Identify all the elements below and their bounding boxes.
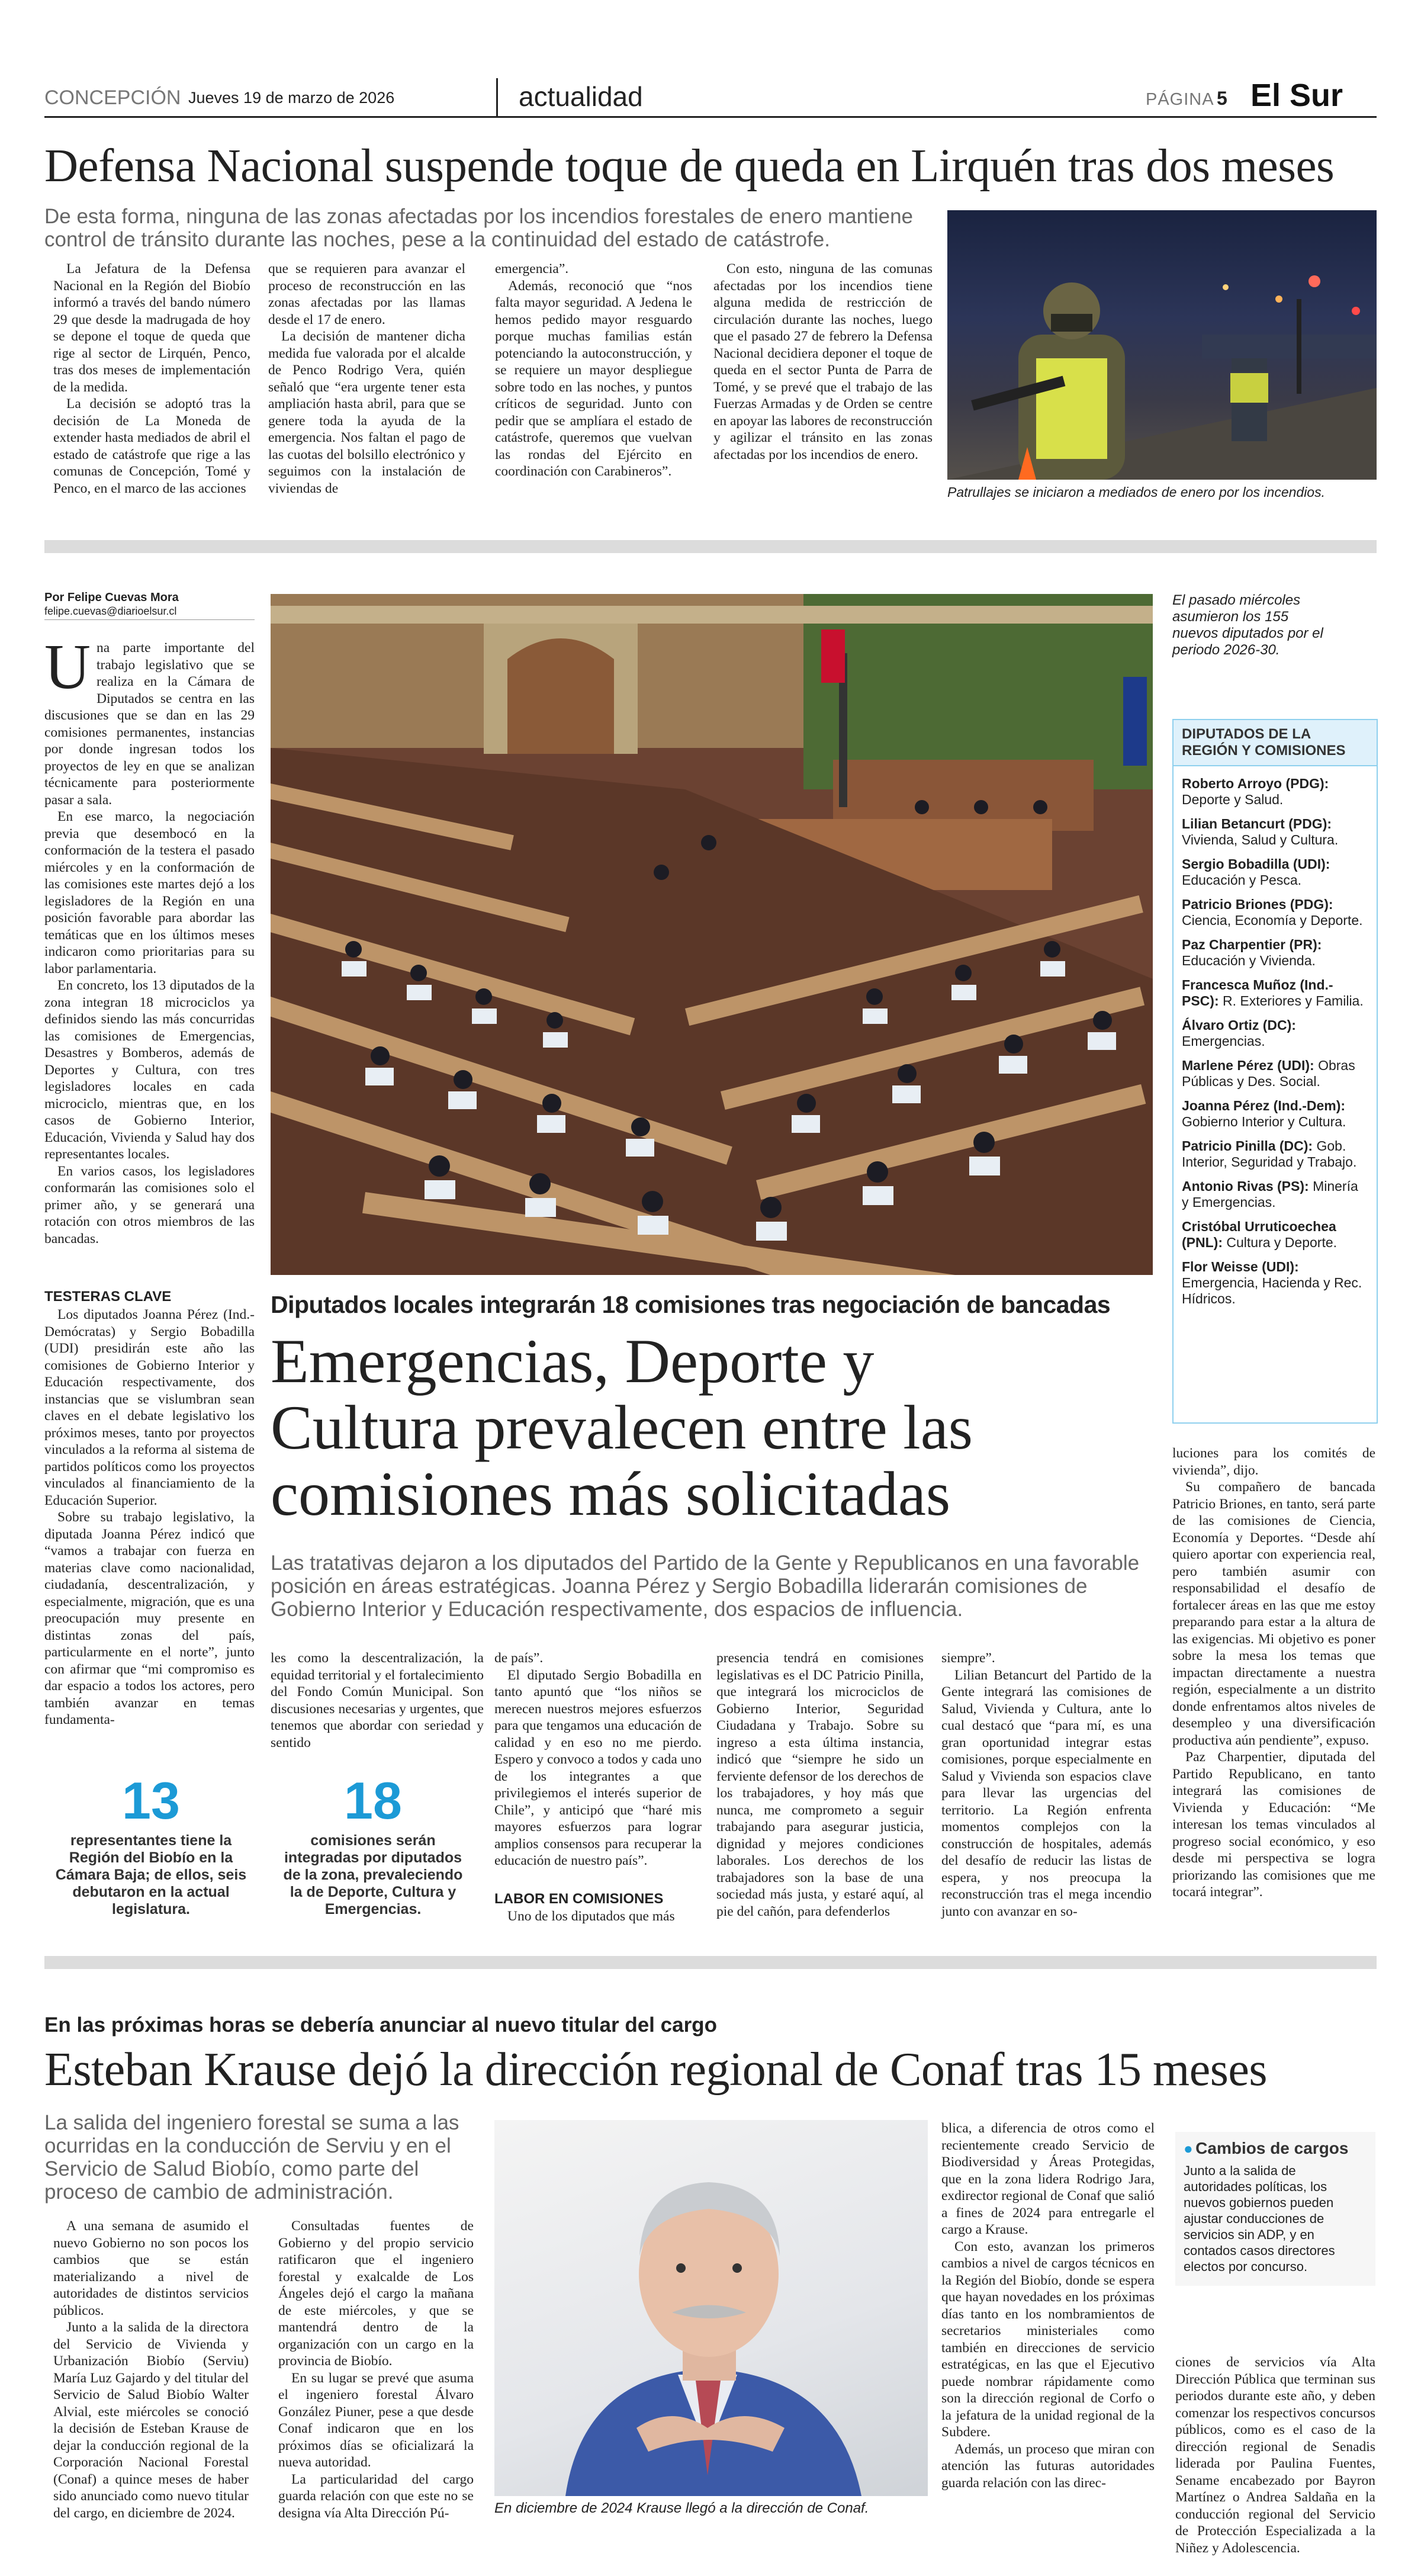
paragraph: Junto a la salida de la directora del Servicio de Vivienda y Urbanización Biobío (Serviu) María Luz Gajardo y del titular del Servicio de Salud Biobío Walter Alvial, este miércoles se conoció la decisión de Esteban Krause de dejar la conducción regional de la Corporación Nacional Forestal (Conaf) a quince meses de haber sido anunciado como nuevo titular del cargo, en diciembre de 2024. [53, 2320, 249, 2521]
paragraph: siempre”. [941, 1650, 995, 1666]
sidebar-entry-name: Marlene Pérez (UDI): [1182, 1058, 1314, 1073]
sidebar-header [1174, 720, 1377, 766]
paragraph: Su compañero de bancada Patricio Briones, en tanto, será parte de las comisiones de Ciencia, Economía y Deportes. “Desde ahí quiero aportar con experiencia real, pero también asumir con responsabilidad el desafío de fortalecer áreas en las que me estoy preparando para estar a la altura de las exigencias. Mi objetivo es poner sobre la mesa los temas que impactan directamente a nuestra región, especialmente a un distrito donde enfrentamos altos niveles de desempleo y una diversificación productiva aún pendiente”, expuso. [1172, 1479, 1375, 1748]
article3-col4 [1175, 2354, 1375, 2556]
paragraph: En concreto, los 13 diputados de la zona integran 18 microciclos ya definidos siendo las más concurridas las comisiones de Emergencias, Desastres y Bomberos, además de Deportes y Cultura, con tres legisladores locales en cada microciclo, mientras que, en los casos de Gobierno Interior, Educación, Vivienda y Salud hay dos representantes locales. [44, 978, 255, 1162]
paragraph: les como la descentralización, la equidad territorial y el fortalecimiento del Fondo Común Municipal. Son discusiones necesarias y urgentes, que tenemos que abordar con seriedad y sentido [271, 1650, 484, 1750]
sidebar-list [1174, 766, 1377, 1307]
sidebar-entry-desc: Emergencia, Hacienda y Rec. Hídricos. [1182, 1275, 1362, 1306]
sidebar-entry-name: Cristóbal Urruticoechea (PNL): [1182, 1219, 1336, 1250]
article3-headline: Esteban Krause dejó la dirección regional de Conaf tras 15 meses [44, 2044, 1268, 2096]
sidebar-entry [1182, 897, 1368, 929]
paragraph: Paz Charpentier, diputada del Partido Republicano, en tanto integrará las comisiones de Vivienda y Educación: “Me interesan los temas vinculados al progreso social económico, y eso desde mi perspectiva se logra priorizando las comisiones que me tocará integrar”. [1172, 1749, 1375, 1900]
article2-deck: Las tratativas dejaron a los diputados del Partido de la Gente y Republicanos en una favorable posición en áreas estratégicas. Joanna Pérez y Sergio Bobadilla liderarán comisiones de Gobierno Interior y Educación respectivamente, dos espacios de influencia. [271, 1552, 1140, 1621]
sidebar-entry-desc: Emergencias. [1182, 1033, 1265, 1049]
section-divider-band-2 [44, 1956, 1377, 1969]
sidebar-entry-desc: Obras Públicas y Des. Social. [1182, 1058, 1355, 1089]
stat-18 [275, 1771, 471, 1918]
stat-13 [53, 1771, 249, 1918]
stat-13-text: representantes tiene la Región del Biobío en la Cámara Baja; de ellos, seis debutaron en la actual legislatura. [55, 1832, 247, 1917]
chamber-photo [271, 594, 1153, 1275]
sidebar-entry-name: Álvaro Ortiz (DC): [1182, 1017, 1296, 1033]
sidebar-entry [1182, 937, 1368, 969]
article2-kicker: Diputados locales integrarán 18 comisiones tras negociación de bancadas [271, 1291, 1111, 1318]
sidebar-entry [1182, 1017, 1368, 1049]
sidebar-entry [1182, 1138, 1368, 1170]
sidebar-entry-desc: Educación y Pesca. [1182, 872, 1302, 888]
article2-col2 [271, 1650, 484, 1751]
sidebar-entry [1182, 1098, 1368, 1130]
paper-name: El Sur [1250, 78, 1343, 113]
article2-col4 [716, 1650, 924, 1920]
article3-photo-caption: En diciembre de 2024 Krause llegó a la dirección de Conaf. [494, 2500, 869, 2516]
stat-13-value: 13 [122, 1771, 180, 1830]
paragraph: El diputado Sergio Bobadilla en tanto apuntó que “los niños se merecen nuestros mejores esfuerzos para que tengamos una educación de calidad y en eso no me pierdo. Espero y convoco a todos y cada uno de los integrantes a que privilegiemos el interés superior de Chile”, y anticipó que “haré mis mayores esfuerzos para lograr amplios consensos para recuperar la educación de nuestro país”. [494, 1667, 702, 1868]
soldier-illustration [947, 210, 1377, 480]
paragraph: na parte importante del trabajo legislativo que se realiza en la Cámara de Diputados se centra en las discusiones que se dan en las 29 comisiones permanentes, instancias por donde ingresan todos los proyectos de ley en que se analizan técnicamente para posteriormente pasar a sala. [44, 640, 255, 808]
byline: Por Felipe Cuevas Mora [44, 591, 179, 604]
article2-col3b [494, 1908, 702, 1925]
paragraph: Con esto, ninguna de las comunas afectadas por los incendios tiene alguna medida de restricción de circulación durante las noches, luego que el pasado 27 de febrero la Defensa Nacional decidiera deponer el toque de queda en el sector Punta de Parra de Tomé, y se prevé que el trabajo de las Fuerzas Armadas y de Orden se centre en apoyar las labores de reconstrucción y agilizar el tránsito en las zonas afectadas por los incendios de enero. [713, 261, 933, 462]
paragraph: ciones de servicios vía Alta Dirección Pública que terminan sus periodos durante este año, y deben comenzar los respectivos concursos públicos, como es el caso de la dirección regional de Senadis liderada por Paulina Fuentes, Sename encabezado por Bayron Martínez o Andrea Saldaña en la conducción regional del Servicio de Protección Especializada a la Niñez y Adolescencia. [1175, 2355, 1375, 2556]
section-label: actualidad [519, 81, 643, 112]
page-label: PÁGINA [1146, 90, 1214, 109]
drop-cap: U [44, 632, 91, 702]
paragraph: En su lugar se prevé que asuma el ingeniero forestal Álvaro González Piuner, pese a que desde Conaf indicaron que en los próximos días se oficializará la nueva autoridad. [278, 2370, 474, 2470]
section-divider-band-1 [44, 540, 1377, 553]
paragraph: A una semana de asumido el nuevo Gobierno no son pocos los cambios que se están materializando a nivel de autoridades de distintos servicios públicos. [53, 2218, 249, 2318]
article3-col3 [941, 2120, 1155, 2491]
article1-col1 [53, 261, 250, 497]
paragraph: La decisión se adoptó tras la decisión de La Moneda de extender hasta mediados de abril el estado de catástrofe que rige a las comunas de Concepción, Tomé y Penco, en el marco de las acciones [53, 396, 250, 496]
sidebar-entry-name: Antonio Rivas (PS): [1182, 1178, 1309, 1194]
paragraph: La Jefatura de la Defensa Nacional en la Región del Biobío informó a través del bando número 29 que desde la madrugada de hoy se depone el toque de queda que rige al sector de Lirquén, Penco, tras dos meses de implementación de la medida. [53, 261, 250, 395]
sidebar-entry-desc: Gobierno Interior y Cultura. [1182, 1114, 1346, 1129]
byline-rule [44, 619, 255, 620]
sidebar-entry-name: Paz Charpentier (PR): [1182, 937, 1322, 952]
paragraph: La particularidad del cargo guarda relación con que este no se designa vía Alta Dirección Pú- [278, 2471, 474, 2521]
krause-photo [494, 2120, 928, 2496]
masthead-date: Jueves 19 de marzo de 2026 [188, 89, 395, 107]
paragraph: Lilian Betancurt del Partido de la Gente integrará las comisiones de Salud, Vivienda y Cultura, ante lo cual destacó que “para mí, es una gran oportunidad integrar estas comisiones, porque especialmente en Salud y Vivienda son espacios clave para llevar las urgencias del territorio. La Región enfrenta momentos complejos con la construcción de hospitales, además del desafío de reducir las listas de espera, y nos preocupa la reconstrucción tras el mega incendio junto con avanzar en so- [941, 1667, 1152, 1919]
sidebar-entry-name: Sergio Bobadilla (UDI): [1182, 856, 1330, 872]
sidebar-entry-desc: Minería y Emergencias. [1182, 1178, 1358, 1210]
paragraph: En ese marco, la negociación previa que desembocó en la conformación de la testera el pasado miércoles y en la conformación de las comisiones este martes dejó a los legisladores de la Región en una posición favorable para abordar las temáticas que en los últimos meses indicaron como prioritarias para su labor parlamentaria. [44, 809, 255, 977]
cambios-box [1175, 2132, 1375, 2286]
sidebar-entry-name: Roberto Arroyo (PDG): [1182, 776, 1329, 791]
chamber-illustration [271, 594, 1153, 1275]
article1-deck: De esta forma, ninguna de las zonas afectadas por los incendios forestales de enero mantiene control de tránsito durante las noches, pese a la continuidad del estado de catástrofe. [44, 205, 914, 251]
stat-18-value: 18 [344, 1771, 402, 1830]
article3-kicker: En las próximas horas se debería anunciar al nuevo titular del cargo [44, 2013, 717, 2037]
article2-headline-line1: Emergencias, Deporte y [271, 1326, 875, 1396]
article2-headline-line3: comisiones más solicitadas [271, 1459, 951, 1528]
sidebar-entry-name: Flor Weisse (UDI): [1182, 1259, 1299, 1274]
sidebar-entry-desc: Cultura y Deporte. [1226, 1235, 1338, 1250]
sidebar-entry-name: Joanna Pérez (Ind.-Dem): [1182, 1098, 1346, 1113]
sidebar-entry-desc: Vivienda, Salud y Cultura. [1182, 832, 1339, 847]
sidebar-entry [1182, 776, 1368, 808]
bullet-icon: ● [1184, 2140, 1193, 2157]
paragraph: Con esto, avanzan los primeros cambios a nivel de cargos técnicos en la Región del Biobío, donde se espera que hayan novedades en los próximas días tanto en los nombramientos de secretarios ministeriales como también en direcciones de servicio estratégicas, en las que el Ejecutivo puede nombrar rápidamente como son la dirección regional de Corfo o la jefatura de la unidad regional de la Subdere. [941, 2238, 1155, 2440]
sidebar-entry-name: Patricio Pinilla (DC): [1182, 1138, 1313, 1154]
paragraph: Uno de los diputados que más [507, 1909, 675, 1924]
paragraph: Además, reconoció que “nos falta mayor seguridad. A Jedena le hemos pedido mayor resguardo porque muchas familias están potenciando la autoconstrucción, y se requiere un mayor despliegue sobre todo en las noches, y puntos críticos de seguridad. Junto con pedir que se amplíara el estado de catástrofe, queremos que vuelvan las rondas del Ejército en coordinación con Carabineros”. [495, 278, 692, 479]
sidebar-entry-desc: Educación y Vivienda. [1182, 953, 1316, 968]
article2-col6 [1172, 1445, 1375, 1901]
cambios-title: Cambios de cargos [1195, 2139, 1349, 2157]
sidebar-entry-name: Francesca Muñoz (Ind.-PSC): [1182, 977, 1333, 1008]
article2-col5 [941, 1650, 1152, 1920]
sidebar-entry-desc: Deporte y Salud. [1182, 792, 1284, 807]
sidebar-entry [1182, 856, 1368, 888]
paragraph: Además, un proceso que miran con atención las futuras autoridades guarda relación con las direc- [941, 2441, 1155, 2491]
article1-col2 [268, 261, 465, 497]
sidebar-entry-desc: R. Exteriores y Familia. [1223, 993, 1364, 1008]
soldier-photo [947, 210, 1377, 480]
paragraph: de país”. [494, 1650, 544, 1666]
sidebar-entry [1182, 1178, 1368, 1210]
paragraph: luciones para los comités de vivienda”, dijo. [1172, 1446, 1375, 1478]
masthead-city: CONCEPCIÓN [44, 86, 181, 109]
sidebar-entry [1182, 816, 1368, 848]
paragraph: presencia tendrá en comisiones legislativas es el DC Patricio Pinilla, que integrará los microciclos de Gobierno Interior, Seguridad Ciudadana y Trabajo. Sobre su ingreso a esta última instancia, indicó que “siempre he sido un ferviente defensor de los derechos de los trabajadores, y hoy más que nunca, me comprometo a seguir trabajando para asegurar justicia, dignidad y mejores condiciones laborales. Los derechos de los trabajadores son la base de una sociedad más justa, y estaré aquí, al pie del cañón, para defenderlos [716, 1650, 924, 1919]
paragraph: emergencia”. [495, 261, 569, 277]
sidebar-entry-name: Lilian Betancurt (PDG): [1182, 816, 1332, 831]
article2-col3 [494, 1650, 702, 1870]
cambios-text: Junto a la salida de autoridades políticas, los nuevos gobiernos pueden ajustar conducciones de servicios sin ADP, y en contados casos directores electos por concurso. [1184, 2163, 1335, 2274]
article1-photo-caption: Patrullajes se iniciaron a mediados de enero por los incendios. [947, 484, 1325, 500]
paragraph: que se requieren para avanzar el proceso de reconstrucción en las zonas afectadas por las llamas desde el 17 de enero. [268, 261, 465, 327]
paragraph: Consultadas fuentes de Gobierno y del propio servicio ratificaron que el ingeniero forestal y exalcalde de Los Ángeles dejó el cargo la mañana de este miércoles, y que se mantendrá dentro de la organización con un cargo en la provincia de Biobío. [278, 2218, 474, 2369]
cambios-box-header [1175, 2132, 1375, 2158]
sidebar-entry [1182, 1058, 1368, 1090]
diputados-sidebar [1172, 719, 1378, 1424]
chamber-photo-caption: El pasado miércoles asumieron los 155 nuevos diputados por el periodo 2026-30. [1172, 592, 1323, 658]
byline-email: felipe.cuevas@diarioelsur.cl [44, 605, 177, 617]
article1-col4 [713, 261, 933, 463]
article2-col1b [44, 1306, 255, 1729]
article1-headline: Defensa Nacional suspende toque de queda en Lirquén tras dos meses [44, 140, 1335, 192]
stat-18-text: comisiones serán integradas por diputados de la zona, prevaleciendo la de Deporte, Cultura y Emergencias. [283, 1832, 463, 1917]
masthead-divider [496, 78, 498, 116]
masthead-rule [44, 116, 1377, 118]
subhead-labor: LABOR EN COMISIONES [494, 1891, 664, 1907]
article3-deck: La salida del ingeniero forestal se suma a las ocurridas en la conducción de Serviu y en el Servicio de Salud Biobío, como parte del proceso de cambio de administración. [44, 2111, 459, 2204]
sidebar-title: DIPUTADOS DE LA REGIÓN Y COMISIONES [1182, 726, 1346, 759]
sidebar-entry-desc: Ciencia, Economía y Deporte. [1182, 913, 1363, 928]
paragraph: En varios casos, los legisladores conformarán las comisiones solo el primer año, y se generará una rotación con otros miembros de las bancadas. [44, 1163, 255, 1247]
sidebar-entry [1182, 1259, 1368, 1307]
article2-headline-line2: Cultura prevalecen entre las [271, 1393, 973, 1462]
subhead-testeras: TESTERAS CLAVE [44, 1289, 172, 1305]
paragraph: Los diputados Joanna Pérez (Ind.-Demócratas) y Sergio Bobadilla (UDI) presidirán este año las comisiones de Gobierno Interior y Educación respectivamente, dos instancias que se vislumbran sean claves en el debate legislativo los próximos meses, tanto por proyectos vinculados a la reforma al sistema de partidos políticos como los proyectos vinculados al financiamiento de la Educación Superior. [44, 1307, 255, 1508]
page-number: 5 [1217, 88, 1227, 109]
article3-col2 [278, 2218, 474, 2522]
sidebar-entry [1182, 977, 1368, 1009]
article3-col1 [53, 2218, 249, 2522]
krause-illustration [494, 2120, 928, 2496]
sidebar-entry-name: Patricio Briones (PDG): [1182, 897, 1333, 912]
article2-col1 [44, 632, 255, 1247]
paragraph: blica, a diferencia de otros como el recientemente creado Servicio de Biodiversidad y Áreas Protegidas, que en la zona lidera Rodrigo Jara, exdirector regional de Conaf que salió a fines de 2024 para entregarle el cargo a Krause. [941, 2121, 1155, 2237]
paragraph: La decisión de mantener dicha medida fue valorada por el alcalde de Penco Rodrigo Vera, quién señaló que “era urgente tener esta ampliación hasta abril, para que se genere toda la ayuda de la emergencia. Nos faltan el pago de las cuotas del bolsillo electrónico y seguimos con la instalación de viviendas de [268, 329, 465, 496]
sidebar-entry [1182, 1219, 1368, 1251]
paragraph: Sobre su trabajo legislativo, la diputada Joanna Pérez indicó que “vamos a trabajar con fuerza en materias clave como nacionalidad, ciudadanía, descentralización, y especialmente, migración, que es una preocupación muy presente en distintas zonas del país, particularmente en el norte”, junto con afirmar que “mi compromiso es dar espacio a todos los actores, pero también avanzar en temas fundamenta- [44, 1509, 255, 1727]
sidebar-entry-desc: Gob. Interior, Seguridad y Trabajo. [1182, 1138, 1357, 1170]
article1-col3 [495, 261, 692, 480]
